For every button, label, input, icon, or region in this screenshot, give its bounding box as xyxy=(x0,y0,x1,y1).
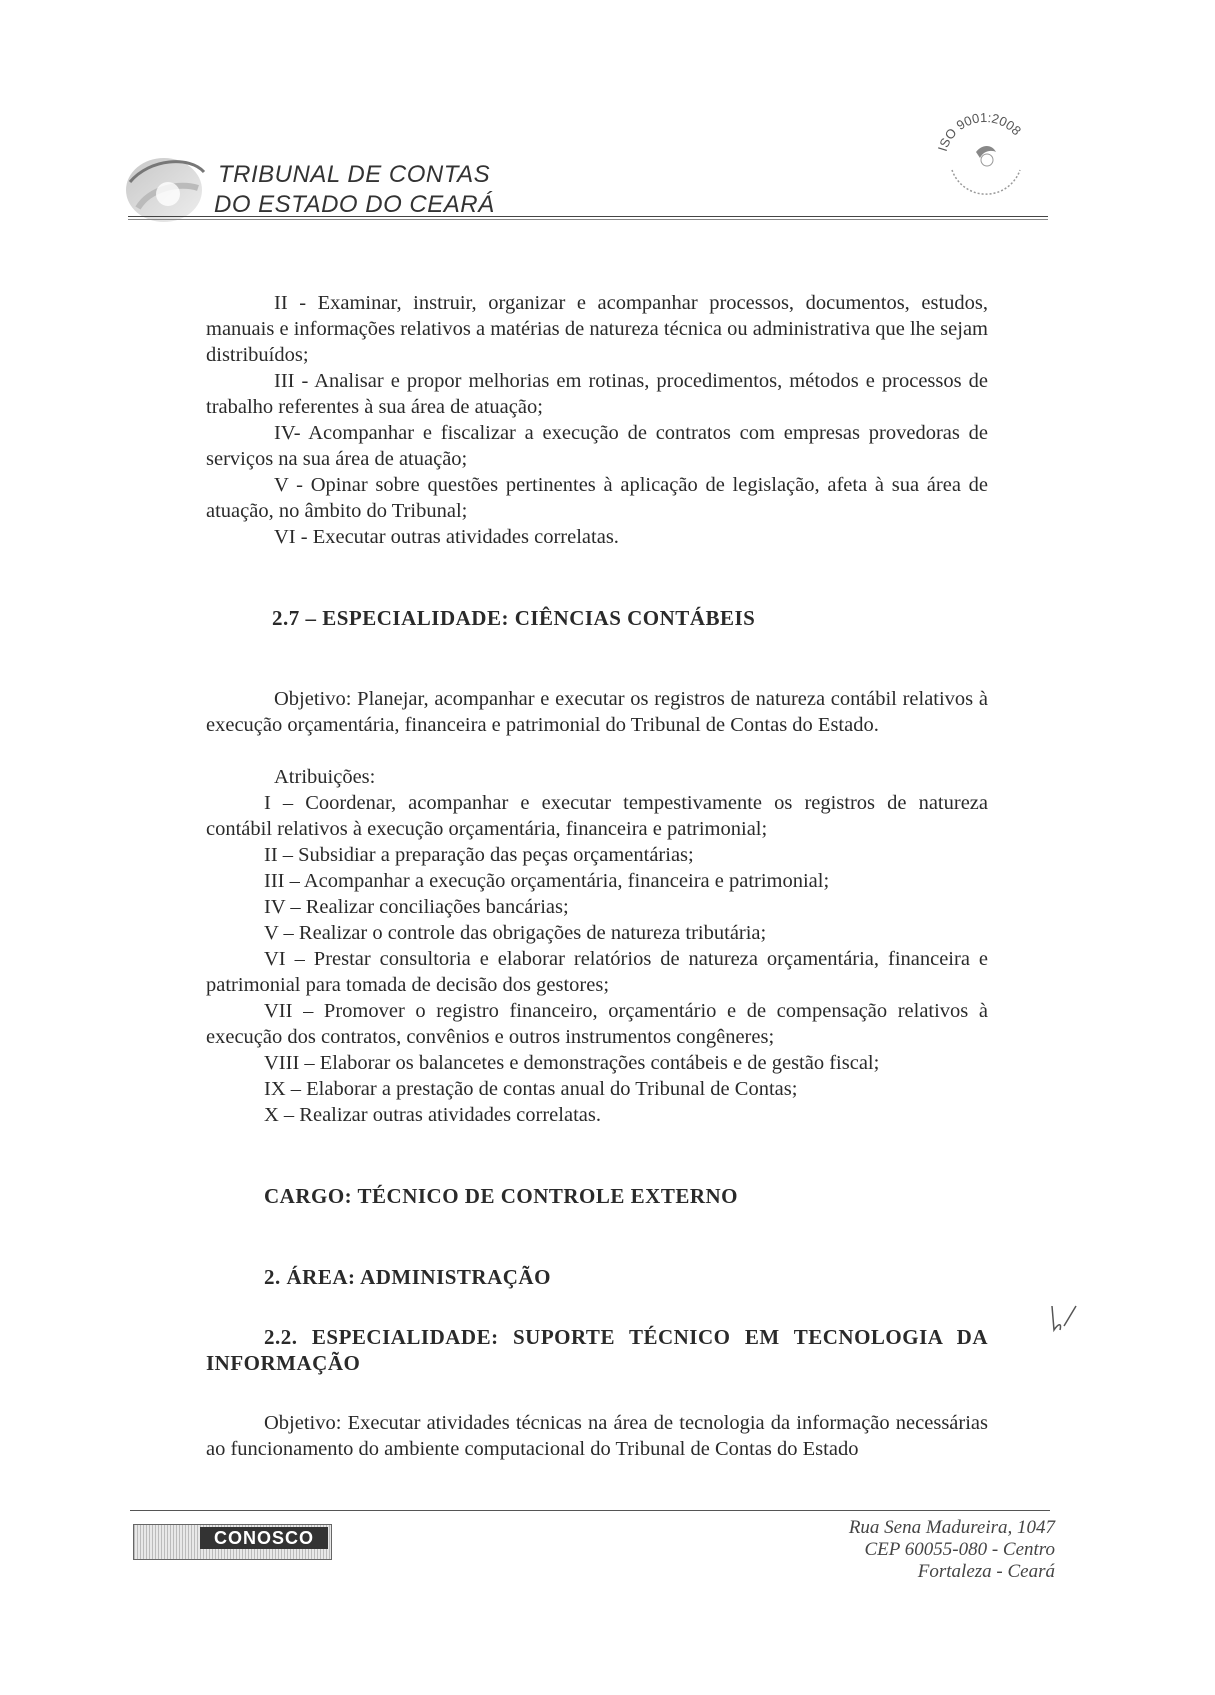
attribution-i: I – Coordenar, acompanhar e executar tempestivamente os registros de natureza contábil relativos à execução orçamentária, financeira e patrimonial; xyxy=(206,792,988,840)
attribution-vii: VII – Promover o registro financeiro, orçamentário e de compensação relativos à execução dos contratos, convênios e outros instrumentos congêneres; xyxy=(206,1000,988,1048)
attribution-iii: III – Acompanhar a execução orçamentária, financeira e patrimonial; xyxy=(264,870,830,892)
address-line3: Fortaleza - Ceará xyxy=(917,1561,1055,1582)
org-name-line1: TRIBUNAL DE CONTAS xyxy=(218,161,491,188)
header-divider-thin xyxy=(128,219,1048,220)
stamp-label: CONOSCO xyxy=(200,1527,328,1549)
address-line1: Rua Sena Madureira, 1047 xyxy=(848,1517,1055,1538)
iso-seal-icon xyxy=(930,100,1040,210)
attribution-v: V – Realizar o controle das obrigações de natureza tributária; xyxy=(264,922,767,944)
org-name-line2: DO ESTADO DO CEARÁ xyxy=(214,191,495,218)
attributions-label: Atribuições: xyxy=(274,766,376,788)
svg-text:ISO 9001:2008: ISO 9001:2008 xyxy=(934,109,1025,153)
header-divider xyxy=(128,216,1048,217)
attribution-x: X – Realizar outras atividades correlatas. xyxy=(264,1104,601,1126)
attribution-viii: VIII – Elaborar os balancetes e demonstrações contábeis e de gestão fiscal; xyxy=(264,1052,880,1074)
handwritten-initials-icon xyxy=(1046,1300,1086,1340)
item-v: V - Opinar sobre questões pertinentes à aplicação de legislação, afeta à sua área de atuação, no âmbito do Tribunal; xyxy=(206,474,988,522)
footer-address xyxy=(849,1517,1055,1583)
conosco-stamp xyxy=(133,1524,332,1560)
section-2-7-heading: 2.7 – ESPECIALIDADE: CIÊNCIAS CONTÁBEIS xyxy=(272,606,756,630)
document-body xyxy=(206,290,988,1462)
area-heading: 2. ÁREA: ADMINISTRAÇÃO xyxy=(264,1265,551,1289)
cargo-heading: CARGO: TÉCNICO DE CONTROLE EXTERNO xyxy=(264,1184,739,1208)
section-2-2-heading: 2.2. ESPECIALIDADE: SUPORTE TÉCNICO EM TECNOLOGIA DA INFORMAÇÃO xyxy=(206,1325,988,1375)
item-iv: IV- Acompanhar e fiscalizar a execução de contratos com empresas provedoras de serviços na sua área de atuação; xyxy=(206,422,988,470)
attribution-vi: VI – Prestar consultoria e elaborar relatórios de natureza orçamentária, financeira e patrimonial para tomada de decisão dos gestores; xyxy=(206,948,988,996)
item-vi: VI - Executar outras atividades correlatas. xyxy=(274,526,619,548)
tribunal-logo-icon xyxy=(120,148,208,226)
attribution-ii: II – Subsidiar a preparação das peças orçamentárias; xyxy=(264,844,694,866)
page-header xyxy=(0,0,1215,245)
attribution-iv: IV – Realizar conciliações bancárias; xyxy=(264,896,569,918)
address-line2: CEP 60055-080 - Centro xyxy=(864,1539,1055,1560)
item-iii: III - Analisar e propor melhorias em rotinas, procedimentos, métodos e processos de trabalho referentes à sua área de atuação; xyxy=(206,370,988,418)
organization-name xyxy=(214,160,495,220)
footer-divider xyxy=(130,1510,1050,1511)
section-2-2-objective: Objetivo: Executar atividades técnicas na área de tecnologia da informação necessárias ao funcionamento do ambiente computacional do Tribunal de Contas do Estado xyxy=(206,1412,988,1460)
attribution-ix: IX – Elaborar a prestação de contas anual do Tribunal de Contas; xyxy=(264,1078,798,1100)
section-2-7-objective: Objetivo: Planejar, acompanhar e executar os registros de natureza contábil relativos à execução orçamentária, financeira e patrimonial do Tribunal de Contas do Estado. xyxy=(206,688,988,736)
item-ii: II - Examinar, instruir, organizar e acompanhar processos, documentos, estudos, manuais e informações relativos a matérias de natureza técnica ou administrativa que lhe sejam distribuídos; xyxy=(206,292,988,366)
